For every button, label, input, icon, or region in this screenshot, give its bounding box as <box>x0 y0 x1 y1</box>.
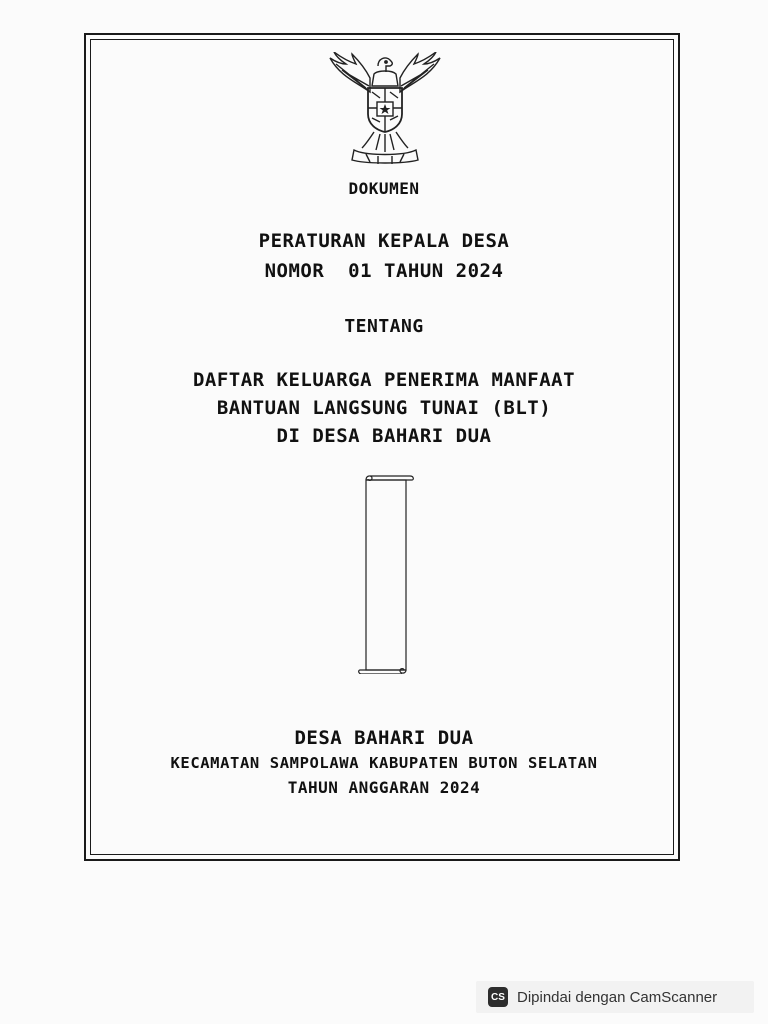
scroll-ornament-icon <box>356 474 416 674</box>
camscanner-watermark <box>476 981 754 1013</box>
document-heading: DOKUMEN <box>348 179 420 198</box>
budget-year: TAHUN ANGGARAN 2024 <box>287 778 481 797</box>
about-label: TENTANG <box>344 316 424 337</box>
village-name: DESA BAHARI DUA <box>294 727 474 749</box>
regulation-title: PERATURAN KEPALA DESA <box>258 230 510 252</box>
subject-line-3: DI DESA BAHARI DUA <box>276 425 492 447</box>
district-line: KECAMATAN SAMPOLAWA KABUPATEN BUTON SELATAN <box>170 754 598 772</box>
regulation-number: NOMOR 01 TAHUN 2024 <box>264 260 504 282</box>
garuda-emblem-icon <box>326 52 444 166</box>
subject-line-2: BANTUAN LANGSUNG TUNAI (BLT) <box>216 397 552 419</box>
watermark-text: Dipindai dengan CamScanner <box>517 988 718 1006</box>
camscanner-logo-icon: CS <box>488 987 508 1007</box>
subject-line-1: DAFTAR KELUARGA PENERIMA MANFAAT <box>192 369 576 391</box>
